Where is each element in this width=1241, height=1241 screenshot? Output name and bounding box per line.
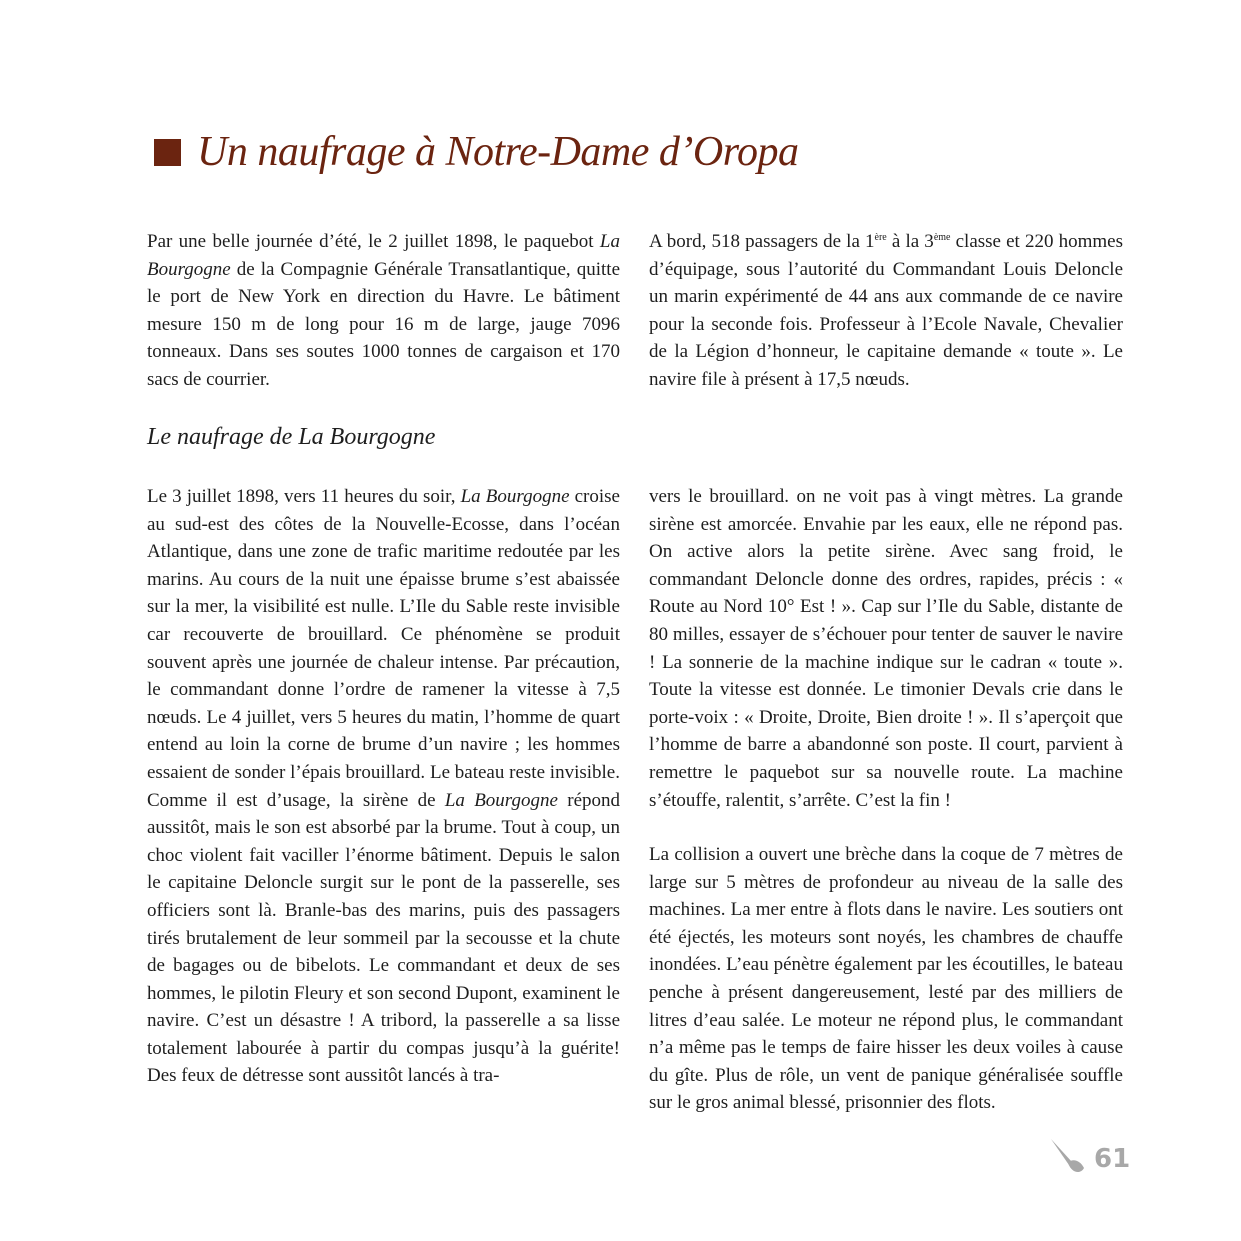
section-paragraph-right-1: vers le brouillard. on ne voit pas à vingt mètres. La grande sirène est amorcée. Envahie par les eaux, elle ne répond pas. On active alors la petite sirène. Avec sang froid, le commandant Deloncle donne des ordres, rapides, précis : « Route au Nord 10° Est ! ». Cap sur l’Ile du Sable, distante de 80 milles, essayer de s’échouer pour tenter de sauver le navire ! La sonnerie de la machine indique sur le cadran « toute ». Toute la vitesse est donnée. Le timonier Devals crie dans le porte-voix : « Droite, Droite, Bien droite ! ». Il s’aperçoit que l’homme de barre a abandonné son poste. Il court, parvient à remettre le paquebot sur sa nouvelle route. La machine s’étouffe, ralentit, s’arrête. C’est la fin ! [649, 486, 1123, 811]
text-run: à la 3 [886, 231, 934, 252]
superscript: ème [933, 232, 951, 243]
ship-name-italic: La Bourgogne [444, 789, 558, 811]
title-bullet-square [154, 139, 181, 166]
section-paragraph-right-2: La collision a ouvert une brèche dans la coque de 7 mètres de large sur 5 mètres de profondeur au niveau de la salle des machines. La mer entre à flots dans le navire. Les soutiers ont été éjectés, les moteurs sont noyés, les chambres de chauffe inondées. L’eau pénètre également par les écoutilles, le bateau penche à présent dangereusement, lesté par des milliers de litres d’eau salée. Le moteur ne répond plus, le commandant n’a même pas le temps de faire hisser les deux voiles à cause du gîte. Plus de rôle, un vent de panique généralisée souffle sur le gros animal blessé, prisonnier des flots. [649, 844, 1123, 1114]
quill-pen-icon [1048, 1136, 1088, 1181]
ship-name-italic: La Bourgogne [460, 486, 570, 507]
text-run: croise au sud-est des côtes de la Nouvelle-Ecosse, dans l’océan Atlantique, dans une zone de trafic maritime redoutée par les marins. Au cours de la nuit une épaisse brume s’est abaissée sur la mer, la visibilité est nulle. L’Ile du Sable reste invisible car recouverte de brouillard. Ce phénomène se produit souvent après une journée de chaleur intense. Par précaution, le commandant donne l’ordre de ramener la vitesse à 7,5 nœuds. Le 4 juillet, vers 5 heures du matin, l’homme de quart entend au loin la corne de brume d’un navire ; les hommes essaient de sonder l’épais brouillard. Le bateau reste invisible. Comme il est d’usage, la sirène de [147, 486, 620, 811]
intro-paragraph-right [649, 228, 1123, 394]
section-heading: Le naufrage de La Bourgogne [147, 424, 436, 450]
page-footer [1048, 1136, 1130, 1181]
page-number: 61 [1094, 1143, 1131, 1174]
ship-name-italic: La Bourgogne [147, 231, 620, 280]
text-run: de la Compagnie Générale Transatlantique, quitte le port de New York en direction du Havre. Le bâtiment mesure 150 m de long pour 16 m de large, jauge 7096 tonneaux. Dans ses soutes 1000 tonnes de cargaison et 170 sacs de courrier. [147, 258, 620, 390]
text-run: A bord, 518 passagers de la 1 [649, 231, 875, 252]
page-title [154, 128, 799, 176]
text-run: répond aussitôt, mais le son est absorbé par la brume. Tout à coup, un choc violent fait vaciller l’énorme bâtiment. Depuis le salon le capitaine Deloncle surgit sur le pont de la passerelle, ses officiers sont là. Branle-bas des marins, puis des passagers tirés brutalement de leur sommeil par la secousse et la chute de bagages ou de bibelots. Le commandant et deux de ses hommes, le pilotin Fleury et son second Dupont, examinent le navire. C’est un désastre ! A tribord, la passerelle a sa lisse totalement labourée à partir du compas jusqu’à la guérite! Des feux de détresse sont aussitôt lancés à tra- [147, 789, 621, 1087]
section-paragraph-left [147, 483, 620, 1090]
text-run: Le 3 juillet 1898, vers 11 heures du soir, [147, 486, 461, 507]
title-text: Un naufrage à Notre-Dame d’Oropa [197, 129, 799, 175]
intro-paragraph-left [147, 228, 620, 394]
text-run: Par une belle journée d’été, le 2 juillet 1898, le paquebot [147, 231, 600, 252]
text-run: classe et 220 hommes d’équipage, sous l’autorité du Commandant Louis Deloncle un marin expérimenté de 44 ans aux commande de ce navire pour la seconde fois. Professeur à l’Ecole Navale, Chevalier de la Légion d’honneur, le capitaine demande « toute ». Le navire file à présent à 17,5 nœuds. [649, 231, 1123, 390]
superscript: ère [874, 232, 887, 243]
